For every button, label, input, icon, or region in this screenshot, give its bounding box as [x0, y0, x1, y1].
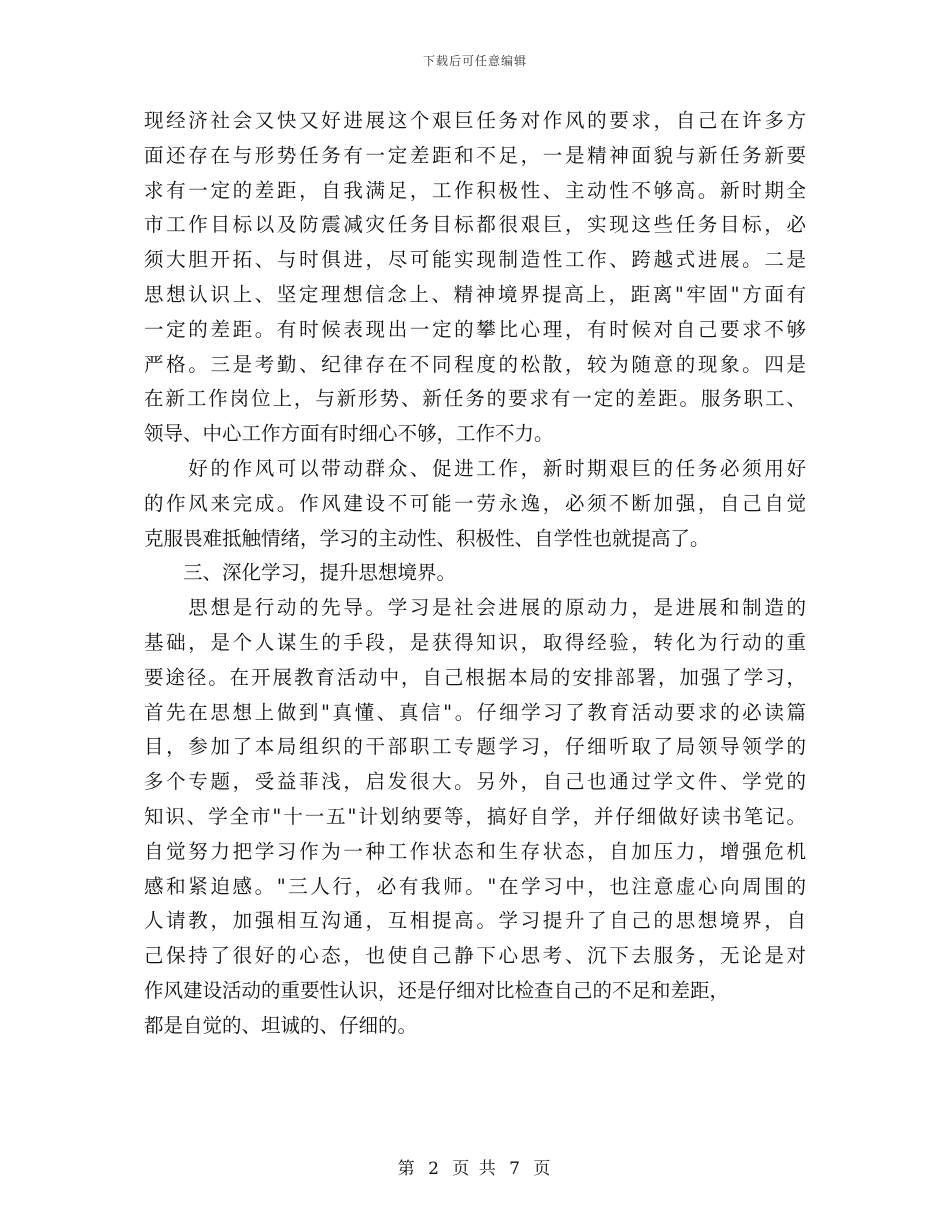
text-line: 多个专题，受益菲浅，启发很大。另外，自己也通过学文件、学党的 — [144, 770, 806, 794]
text-line: 面还存在与形势任务有一定差距和不足，一是精神面貌与新任务新要 — [144, 143, 806, 167]
page-number-footer — [0, 1154, 950, 1179]
page-header-note: 下载后可任意编辑 — [422, 54, 527, 68]
text-line: 目，参加了本局组织的干部职工专题学习，仔细听取了局领导领学的 — [144, 735, 806, 759]
text-line: 感和紧迫感。"三人行，必有我师。"在学习中，也注意虚心向周围的 — [144, 874, 806, 898]
text-line: 首先在思想上做到"真懂、真信"。仔细学习了教育活动要求的必读篇 — [144, 700, 806, 724]
text-line: 己保持了很好的心态，也使自己静下心思考、沉下去服务，无论是对 — [144, 944, 806, 968]
text-line: 都是自觉的、坦诚的、仔细的。 — [144, 1013, 418, 1037]
footer-middle: 页 共 — [452, 1159, 498, 1179]
text-line: 好的作风可以带动群众、促进工作，新时期艰巨的任务必须用好 — [144, 456, 806, 480]
text-line: 求有一定的差距，自我满足，工作积极性、主动性不够高。新时期全 — [144, 178, 806, 202]
document-body — [144, 104, 806, 1044]
text-line: 的作风来完成。作风建设不可能一劳永逸，必须不断加强，自己自觉 — [144, 491, 806, 515]
text-line: 克服畏难抵触情绪，学习的主动性、积极性、自学性也就提高了。 — [144, 526, 710, 550]
text-line: 三、深化学习，提升思想境界。 — [144, 561, 457, 585]
text-line: 思想认识上、坚定理想信念上、精神境界提高上，距离"牢固"方面有 — [144, 282, 806, 306]
text-line: 人请教，加强相互沟通，互相提高。学习提升了自己的思想境界，自 — [144, 909, 806, 933]
paragraph — [144, 452, 806, 556]
text-line: 一定的差距。有时候表现出一定的攀比心理，有时候对自己要求不够 — [144, 317, 806, 341]
paragraph — [144, 104, 806, 452]
text-line: 严格。三是考勤、纪律存在不同程度的松散，较为随意的现象。四是 — [144, 352, 806, 376]
text-line: 领导、中心工作方面有时细心不够，工作不力。 — [144, 422, 554, 446]
text-line: 现经济社会又快又好进展这个艰巨任务对作风的要求，自己在许多方 — [144, 109, 806, 132]
text-line: 市工作目标以及防震减灾任务目标都很艰巨，实现这些任务目标，必 — [144, 213, 806, 237]
text-line: 作风建设活动的重要性认识，还是仔细对比检查自己的不足和差距， — [144, 978, 730, 1002]
text-line: 自觉努力把学习作为一种工作状态和生存状态，自加压力，增强危机 — [144, 839, 806, 863]
footer-prefix: 第 — [397, 1159, 417, 1179]
section-heading — [144, 556, 806, 591]
text-line: 须大胆开拓、与时俱进，尽可能实现制造性工作、跨越式进展。二是 — [144, 248, 806, 272]
current-page-number: 2 — [428, 1159, 441, 1179]
text-line: 知识、学全市"十一五"计划纳要等，搞好自学，并仔细做好读书笔记。 — [144, 804, 806, 828]
total-page-count: 7 — [509, 1159, 522, 1179]
text-line: 在新工作岗位上，与新形势、新任务的要求有一定的差距。服务职工、 — [144, 387, 806, 411]
footer-suffix: 页 — [533, 1159, 553, 1179]
text-line: 思想是行动的先导。学习是社会进展的原动力，是进展和制造的 — [144, 596, 806, 620]
text-line: 基础，是个人谋生的手段，是获得知识，取得经验，转化为行动的重 — [144, 630, 806, 654]
paragraph — [144, 591, 806, 1043]
text-line: 要途径。在开展教育活动中，自己根据本局的安排部署，加强了学习， — [144, 665, 806, 689]
